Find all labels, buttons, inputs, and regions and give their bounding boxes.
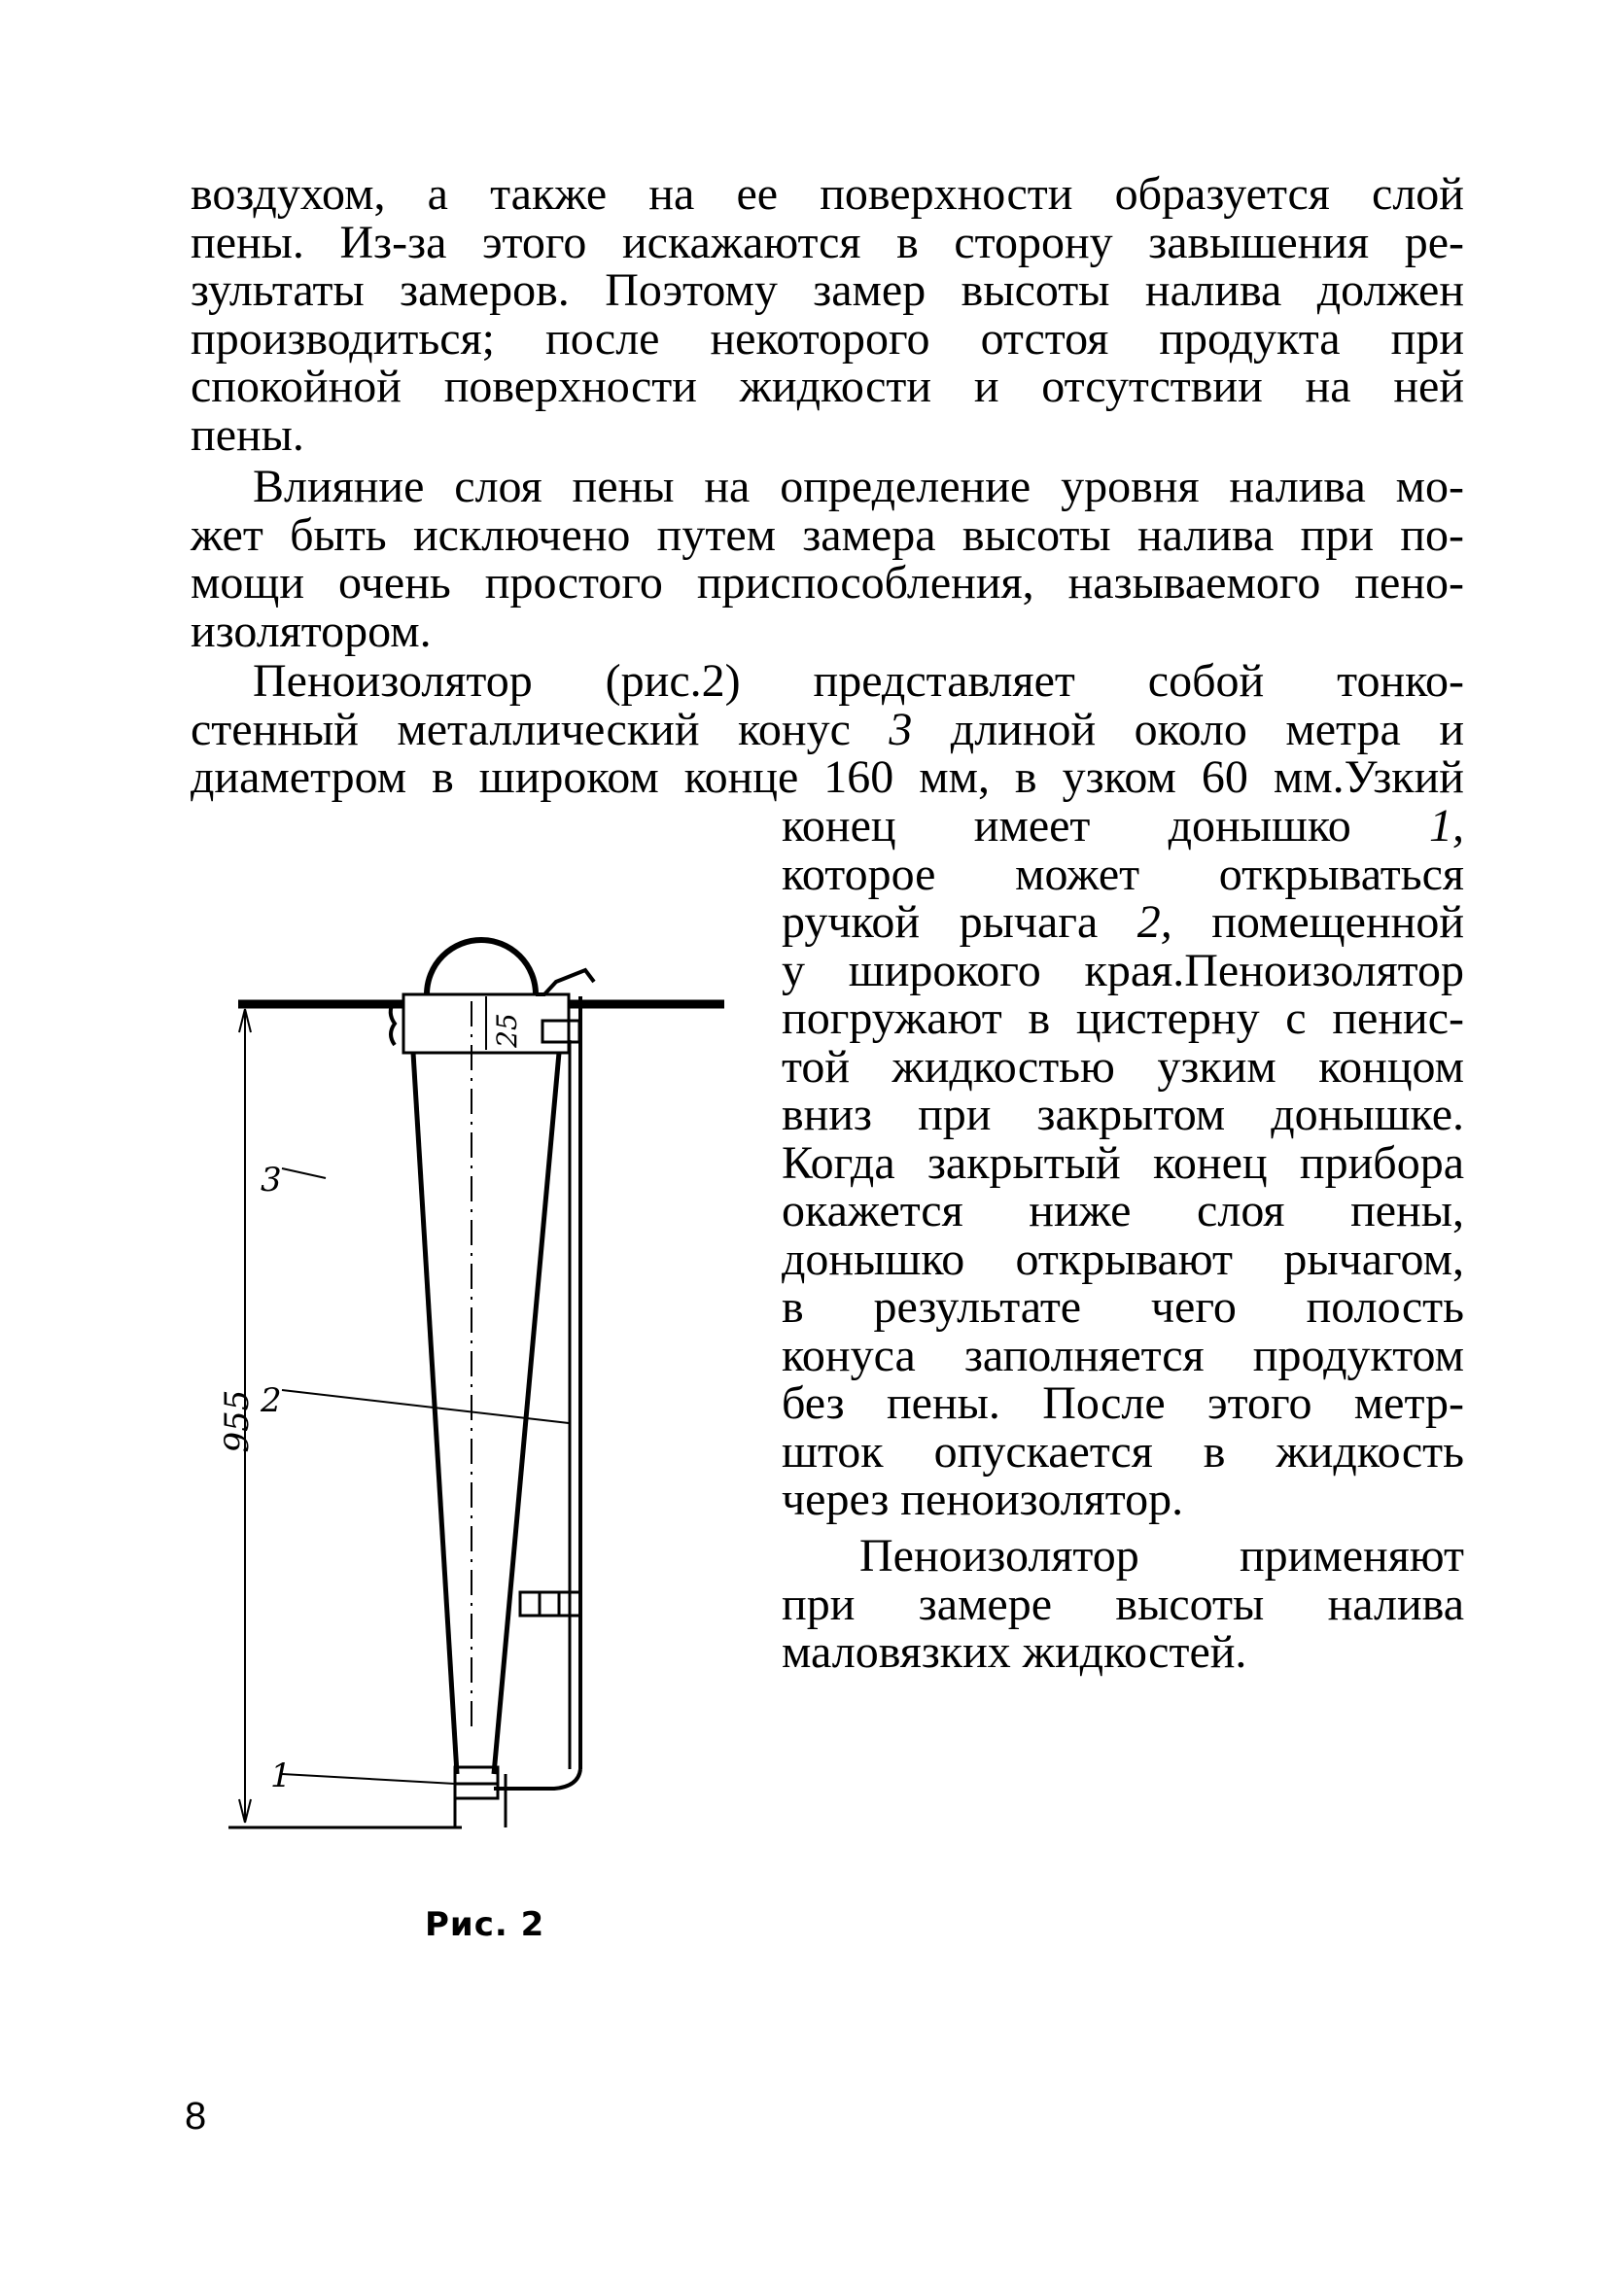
figure-caption: Рис. 2 bbox=[425, 1905, 545, 1944]
text-line: вниз при закрытом донышке. bbox=[782, 1089, 1464, 1140]
text-line bbox=[191, 703, 1465, 755]
text-line: конуса заполняется продуктом bbox=[782, 1329, 1464, 1381]
text-span: стенный металлический конус bbox=[191, 703, 851, 755]
text-line: которое может открываться bbox=[782, 848, 1464, 900]
page-number: 8 bbox=[185, 2095, 207, 2138]
text-line: пены. bbox=[191, 408, 304, 461]
text-line: при замере высоты налива bbox=[782, 1578, 1464, 1630]
lever-guide-clamp bbox=[520, 1592, 580, 1616]
part-label-1: 1 bbox=[270, 1757, 292, 1795]
text-line: пены. Из-за этого искажаются в сторону завышения ре- bbox=[191, 216, 1464, 268]
text-line: донышко открывают рычагом, bbox=[782, 1233, 1464, 1285]
text-line bbox=[782, 802, 1464, 851]
text-line: шток опускается в жидкость bbox=[782, 1425, 1464, 1478]
paragraph-foam-influence bbox=[191, 463, 1464, 655]
dimension-label-25: 25 bbox=[490, 1013, 523, 1048]
text-span: ручкой рычага bbox=[782, 896, 1099, 948]
text-line: воздухом, а также на ее поверхности образуется слой bbox=[191, 168, 1464, 220]
cone-wall-right bbox=[494, 1053, 559, 1774]
text-line: изолятором. bbox=[191, 605, 432, 657]
ref-number: 3 bbox=[889, 703, 913, 755]
paragraph-right-column bbox=[782, 802, 1464, 1524]
text-line: у широкого края.Пеноизолятор bbox=[782, 944, 1464, 996]
handle-arc bbox=[427, 940, 536, 994]
dimension-label-955: 955 bbox=[217, 1389, 257, 1453]
handle-link bbox=[536, 970, 594, 994]
paragraph-application bbox=[782, 1532, 1464, 1677]
text-line bbox=[782, 898, 1464, 947]
text-line: мощи очень простого приспособления, называемого пено- bbox=[191, 557, 1464, 609]
text-span: помещенной bbox=[1211, 896, 1464, 948]
text-line: Когда закрытый конец прибора bbox=[782, 1136, 1464, 1189]
text-span: длиной около метра и bbox=[950, 703, 1465, 755]
text-line: маловязких жидкостей. bbox=[782, 1626, 1247, 1678]
text-line: спокойной поверхности жидкости и отсутствии на ней bbox=[191, 361, 1464, 412]
leader-line-1 bbox=[282, 1774, 455, 1784]
text-line: без пены. После этого метр- bbox=[782, 1377, 1464, 1429]
text-line: диаметром в широком конце 160 мм, в узком 60 мм.Узкий bbox=[191, 751, 1464, 803]
part-label-3: 3 bbox=[261, 1161, 282, 1200]
ref-number: 1, bbox=[1429, 800, 1465, 852]
cone-wall-left bbox=[413, 1053, 457, 1774]
text-line: той жидкостью узким концом bbox=[782, 1040, 1464, 1093]
text-span: конец имеет донышко bbox=[782, 800, 1351, 852]
text-line: Пеноизолятор применяют bbox=[859, 1530, 1464, 1582]
text-line: зультаты замеров. Поэтому замер высоты налива должен bbox=[191, 264, 1464, 316]
foam-isolator-drawing bbox=[217, 904, 749, 1954]
figure-foam-isolator bbox=[217, 904, 749, 1954]
text-line: Влияние слоя пены на определение уровня налива мо- bbox=[253, 461, 1464, 512]
text-line: Пеноизолятор (рис.2) представляет собой тонко- bbox=[253, 655, 1464, 707]
text-line: жет быть исключено путем замера высоты налива при по- bbox=[191, 508, 1464, 561]
part-label-2: 2 bbox=[261, 1381, 282, 1420]
ref-number: 2, bbox=[1136, 896, 1172, 948]
paragraph-foam-isolator-description bbox=[191, 657, 1464, 802]
text-line: окажется ниже слоя пены, bbox=[782, 1185, 1464, 1236]
text-line: через пеноизолятор. bbox=[782, 1474, 1184, 1525]
leader-line-3 bbox=[282, 1168, 326, 1178]
text-line: погружают в цистерну с пенис- bbox=[782, 992, 1464, 1044]
paragraph-intro bbox=[191, 170, 1464, 459]
lever-bracket-top bbox=[542, 1021, 579, 1042]
text-line: в результате чего полость bbox=[782, 1281, 1464, 1333]
text-line: производиться; после некоторого отстоя продукта при bbox=[191, 312, 1464, 365]
